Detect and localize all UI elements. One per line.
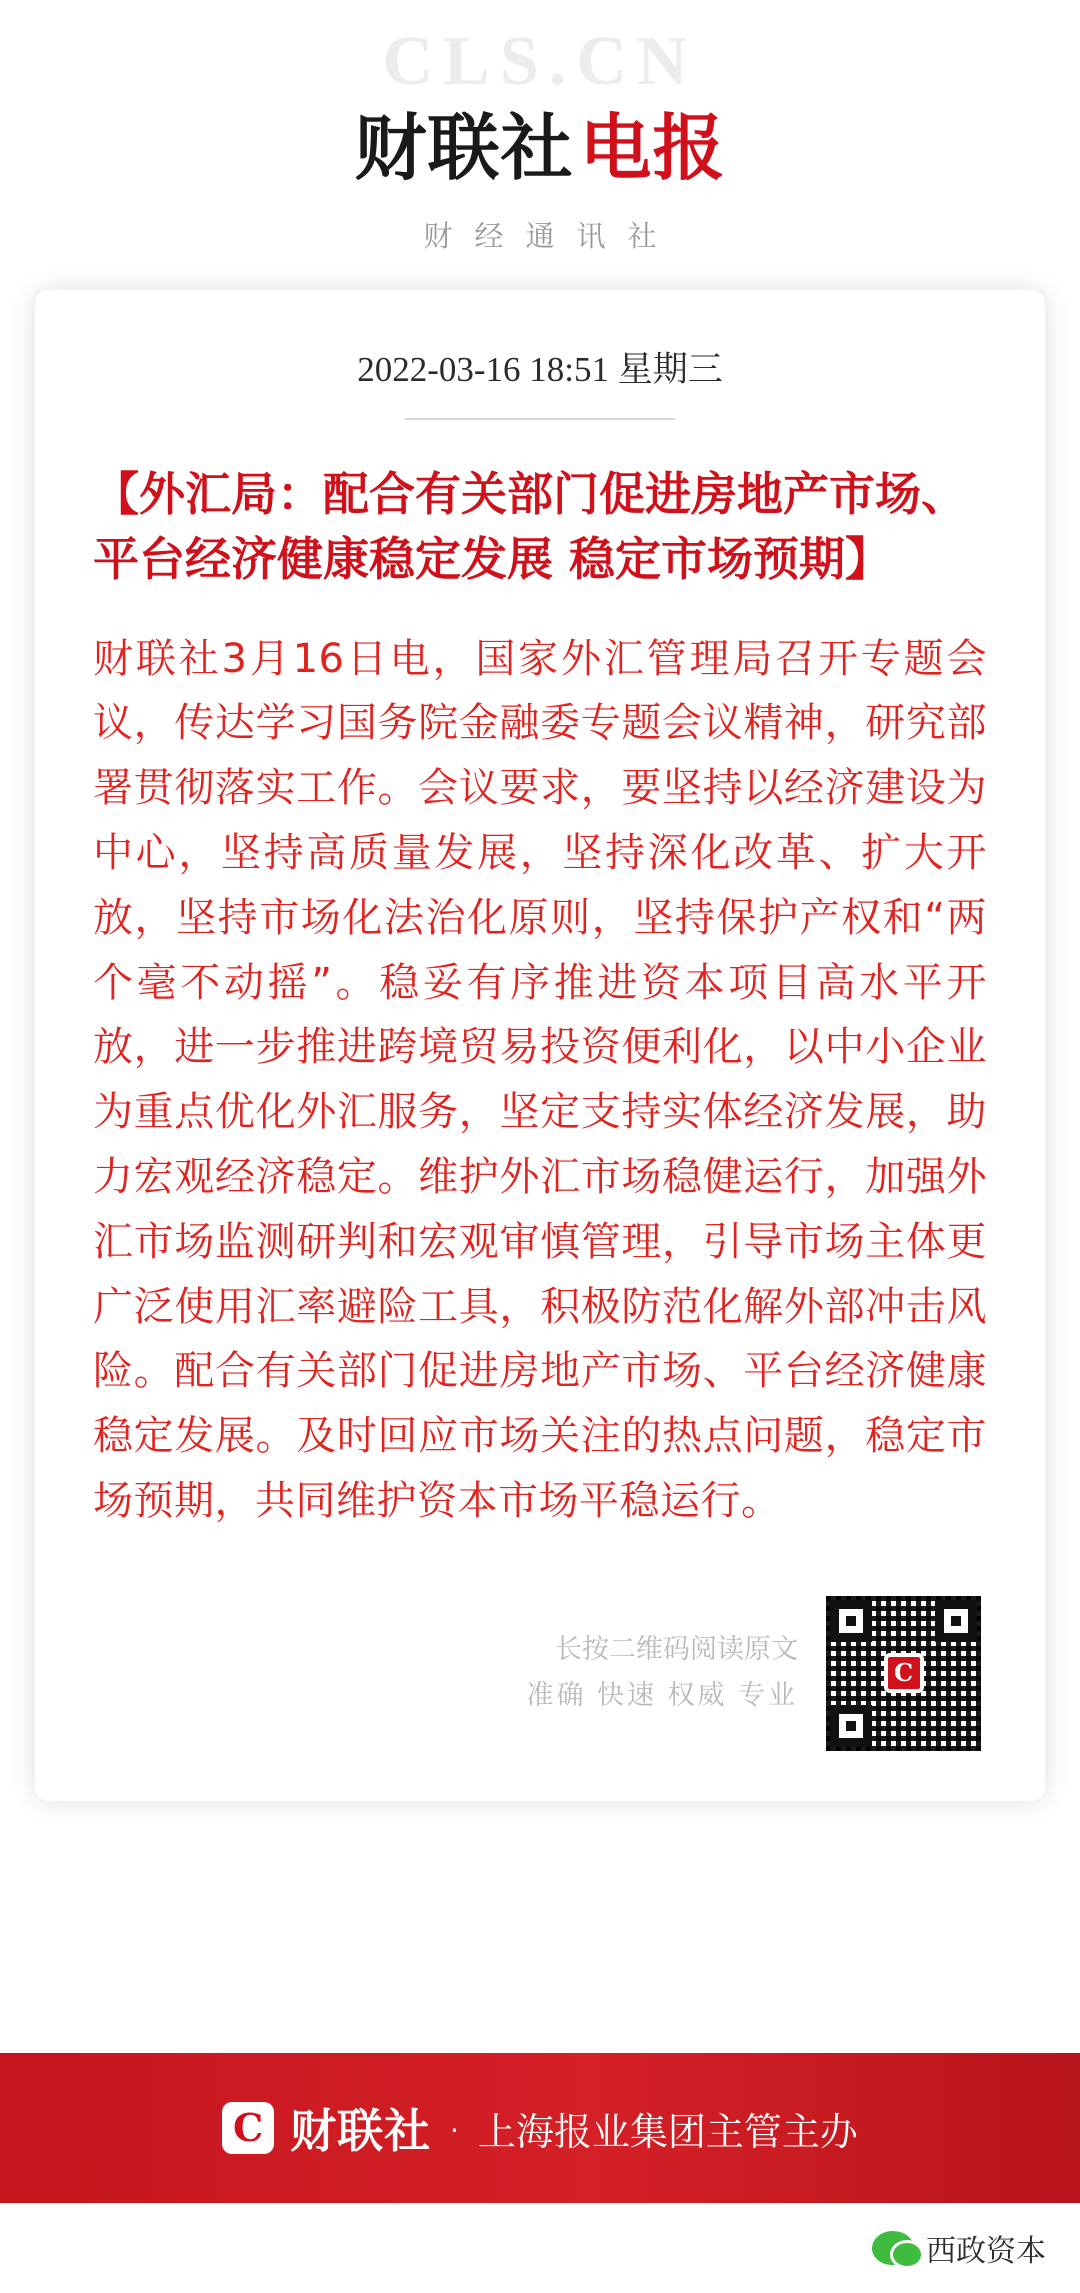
qr-section xyxy=(93,1596,987,1761)
qr-hint-line2: 准确 快速 权威 专业 xyxy=(526,1680,798,1711)
qr-center-logo: C xyxy=(884,1653,924,1693)
article-datetime: 2022-03-16 18:51 星期三 xyxy=(357,350,723,389)
article-headline: 【外汇局：配合有关部门促进房地产市场、平台经济健康稳定发展 稳定市场预期】 xyxy=(93,467,967,587)
article-card xyxy=(35,290,1045,1801)
qr-hint-line1: 长按二维码阅读原文 xyxy=(555,1634,798,1665)
wechat-account-name: 西政资本 xyxy=(926,2234,1046,2269)
footer-logo-icon: C xyxy=(222,2102,274,2154)
footer-banner xyxy=(0,2053,1080,2203)
qr-finder-top-left xyxy=(830,1600,872,1642)
footer-separator: · xyxy=(449,2109,460,2146)
masthead xyxy=(0,0,1080,290)
divider xyxy=(405,418,675,420)
footer-brand: 财联社 xyxy=(290,2104,432,2158)
logo-text-black: 财联社 xyxy=(354,105,574,190)
footer-subtitle: 上海报业集团主管主办 xyxy=(477,2109,858,2154)
logo-subtitle: 财经通讯社 xyxy=(423,221,679,253)
footer xyxy=(0,2053,1080,2293)
qr-finder-top-right xyxy=(935,1600,977,1642)
wechat-icon xyxy=(872,2231,914,2265)
logo-text-red: 电报 xyxy=(579,105,726,190)
article-body: 财联社3月16日电，国家外汇管理局召开专题会议，传达学习国务院金融委专题会议精神，研究部署贯彻落实工作。会议要求，要坚持以经济建设为中心，坚持高质量发展，坚持深化改革、扩大开放，坚持市场化法治化原则，坚持保护产权和“两个毫不动摇”。稳妥有序推进资本项目高水平开放，进一步推进跨境贸易投资便利化，以中小企业为重点优化外汇服务，坚定支持实体经济发展，助力宏观经济稳定。维护外汇市场稳健运行，加强外汇市场监测研判和宏观审慎管理，引导市场主体更广泛使用汇率避险工具，积极防范化解外部冲击风险。配合有关部门促进房地产市场、平台经济健康稳定发展。及时回应市场关注的热点问题，稳定市场预期，共同维护资本市场平稳运行。 xyxy=(93,635,987,1524)
footer-attribution xyxy=(0,2203,1080,2293)
qr-hint xyxy=(526,1627,798,1719)
site-logo xyxy=(0,90,1080,194)
watermark-text: CLS.CN xyxy=(382,23,698,100)
qr-code-icon[interactable] xyxy=(826,1596,981,1751)
qr-finder-bottom-left xyxy=(830,1705,872,1747)
